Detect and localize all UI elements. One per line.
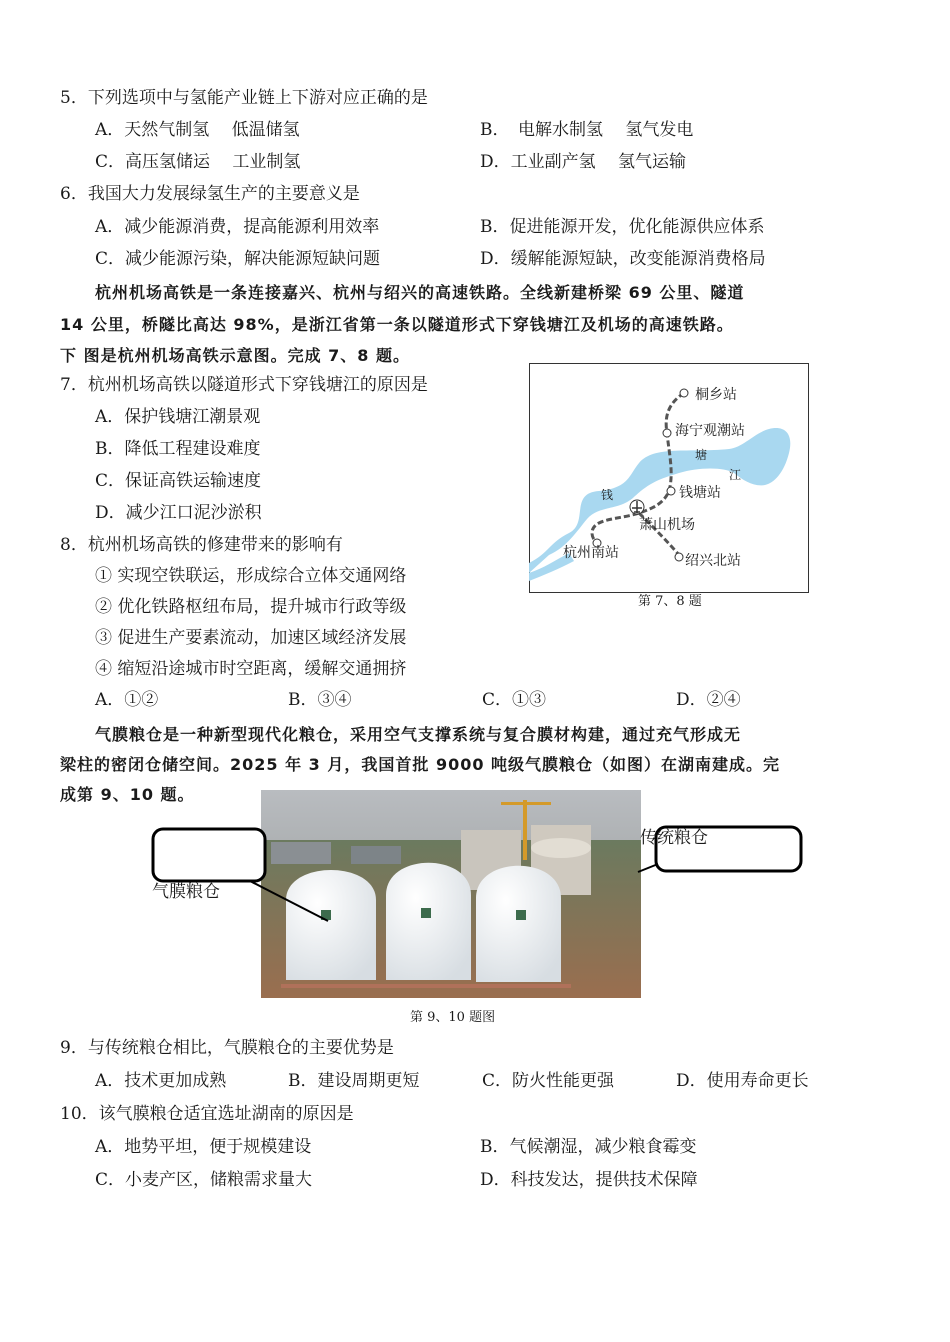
q6-option-d[interactable]: D．缓解能源短缺，改变能源消费格局 — [480, 249, 766, 269]
q5-stem: 5．下列选项中与氢能产业链上下游对应正确的是 — [60, 88, 428, 108]
passage2-line2: 梁柱的密闭仓储空间。2025 年 3 月，我国首批 9000 吨级气膜粮仓（如图）在湖南建成。完 — [60, 755, 781, 774]
q9-option-c[interactable]: C．防火性能更强 — [482, 1071, 615, 1091]
q10-option-c[interactable]: C．小麦产区，储粮需求量大 — [95, 1170, 313, 1190]
q6-option-b[interactable]: B．促进能源开发，优化能源供应体系 — [480, 217, 765, 237]
q8-item-1: ① 实现空铁联运，形成综合立体交通网络 — [95, 566, 407, 586]
silo-logo-icon — [421, 908, 431, 918]
rail-map — [529, 363, 809, 593]
q5-option-d[interactable]: D．工业副产氢 氢气运输 — [480, 152, 687, 172]
label-membrane-granary: 气膜粮仓 — [152, 882, 220, 902]
q8-item-3: ③ 促进生产要素流动，加速区域经济发展 — [95, 628, 407, 648]
station-tongxiang — [680, 389, 688, 397]
station-label-qiantang: 钱塘站 — [679, 485, 721, 501]
station-label-shaoxing-north: 绍兴北站 — [685, 553, 741, 569]
photo-building — [351, 846, 401, 864]
q8-option-d[interactable]: D．②④ — [676, 690, 741, 710]
q7-option-b[interactable]: B．降低工程建设难度 — [95, 439, 261, 459]
q6-option-a[interactable]: A．减少能源消费，提高能源利用效率 — [95, 217, 380, 237]
q9-option-b[interactable]: B．建设周期更短 — [288, 1071, 420, 1091]
q8-option-a[interactable]: A．①② — [95, 690, 159, 710]
q5-option-b[interactable]: B． 电解水制氢 氢气发电 — [480, 120, 694, 140]
silo-logo-icon — [516, 910, 526, 920]
q9-option-a[interactable]: A．技术更加成熟 — [95, 1071, 227, 1091]
river-char-jiang: 江 — [729, 468, 742, 482]
station-qiantang — [667, 487, 675, 495]
map-caption: 第 7、8 题 — [638, 594, 702, 609]
q8-option-b[interactable]: B．③④ — [288, 690, 352, 710]
q6-option-c[interactable]: C．减少能源污染，解决能源短缺问题 — [95, 249, 381, 269]
q7-option-c[interactable]: C．保证高铁运输速度 — [95, 471, 262, 491]
q10-option-d[interactable]: D．科技发达，提供技术保障 — [480, 1170, 698, 1190]
station-haining — [663, 429, 671, 437]
photo-crane — [501, 802, 551, 805]
q8-item-4: ④ 缩短沿途城市时空距离，缓解交通拥挤 — [95, 659, 407, 679]
q6-stem: 6．我国大力发展绿氢生产的主要意义是 — [60, 184, 360, 204]
passage1-line2: 14 公里，桥隧比高达 98%，是浙江省第一条以隧道形式下穿钱塘江及机场的高速铁路。 — [60, 315, 734, 334]
q8-item-2: ② 优化铁路枢纽布局，提升城市行政等级 — [95, 597, 407, 617]
q8-stem: 8．杭州机场高铁的修建带来的影响有 — [60, 535, 343, 555]
station-shaoxing-north — [675, 553, 683, 561]
q5-option-a[interactable]: A．天然气制氢 低温储氢 — [95, 120, 300, 140]
membrane-silo-2 — [386, 863, 471, 980]
station-label-tongxiang: 桐乡站 — [695, 387, 737, 403]
traditional-silo-roof — [531, 838, 591, 858]
membrane-silo-3 — [476, 866, 561, 982]
photo-caption: 第 9、10 题图 — [410, 1010, 496, 1025]
q7-option-a[interactable]: A．保护钱塘江潮景观 — [95, 407, 261, 427]
q5-option-c[interactable]: C．高压氢储运 工业制氢 — [95, 152, 301, 172]
station-label-hangzhou-south: 杭州南站 — [563, 545, 619, 561]
q7-option-d[interactable]: D．减少江口泥沙淤积 — [95, 503, 262, 523]
river-char-qian: 钱 — [601, 488, 614, 502]
q7-stem: 7．杭州机场高铁以隧道形式下穿钱塘江的原因是 — [60, 375, 428, 395]
passage1-line1: 杭州机场高铁是一条连接嘉兴、杭州与绍兴的高速铁路。全线新建桥梁 69 公里、隧道 — [95, 283, 745, 302]
photo-crane — [523, 800, 527, 860]
q8-option-c[interactable]: C．①③ — [482, 690, 547, 710]
q10-option-b[interactable]: B．气候潮湿，减少粮食霉变 — [480, 1137, 697, 1157]
station-label-haining: 海宁观潮站 — [675, 423, 745, 439]
q10-stem: 10．该气膜粮仓适宜选址湖南的原因是 — [60, 1104, 354, 1124]
q9-stem: 9．与传统粮仓相比，气膜粮仓的主要优势是 — [60, 1038, 394, 1058]
passage2-line3: 成第 9、10 题。 — [60, 785, 195, 804]
label-xiaoshan-airport: 萧山机场 — [639, 517, 695, 533]
q9-option-d[interactable]: D．使用寿命更长 — [676, 1071, 809, 1091]
label-traditional-granary: 传统粮仓 — [640, 828, 708, 848]
q10-option-a[interactable]: A．地势平坦，便于规模建设 — [95, 1137, 312, 1157]
passage1-line3: 下 图是杭州机场高铁示意图。完成 7、8 题。 — [60, 346, 410, 365]
river-char-tang: 塘 — [695, 448, 708, 462]
passage2-line1: 气膜粮仓是一种新型现代化粮仓，采用空气支撑系统与复合膜材构建，通过充气形成无 — [95, 725, 742, 744]
